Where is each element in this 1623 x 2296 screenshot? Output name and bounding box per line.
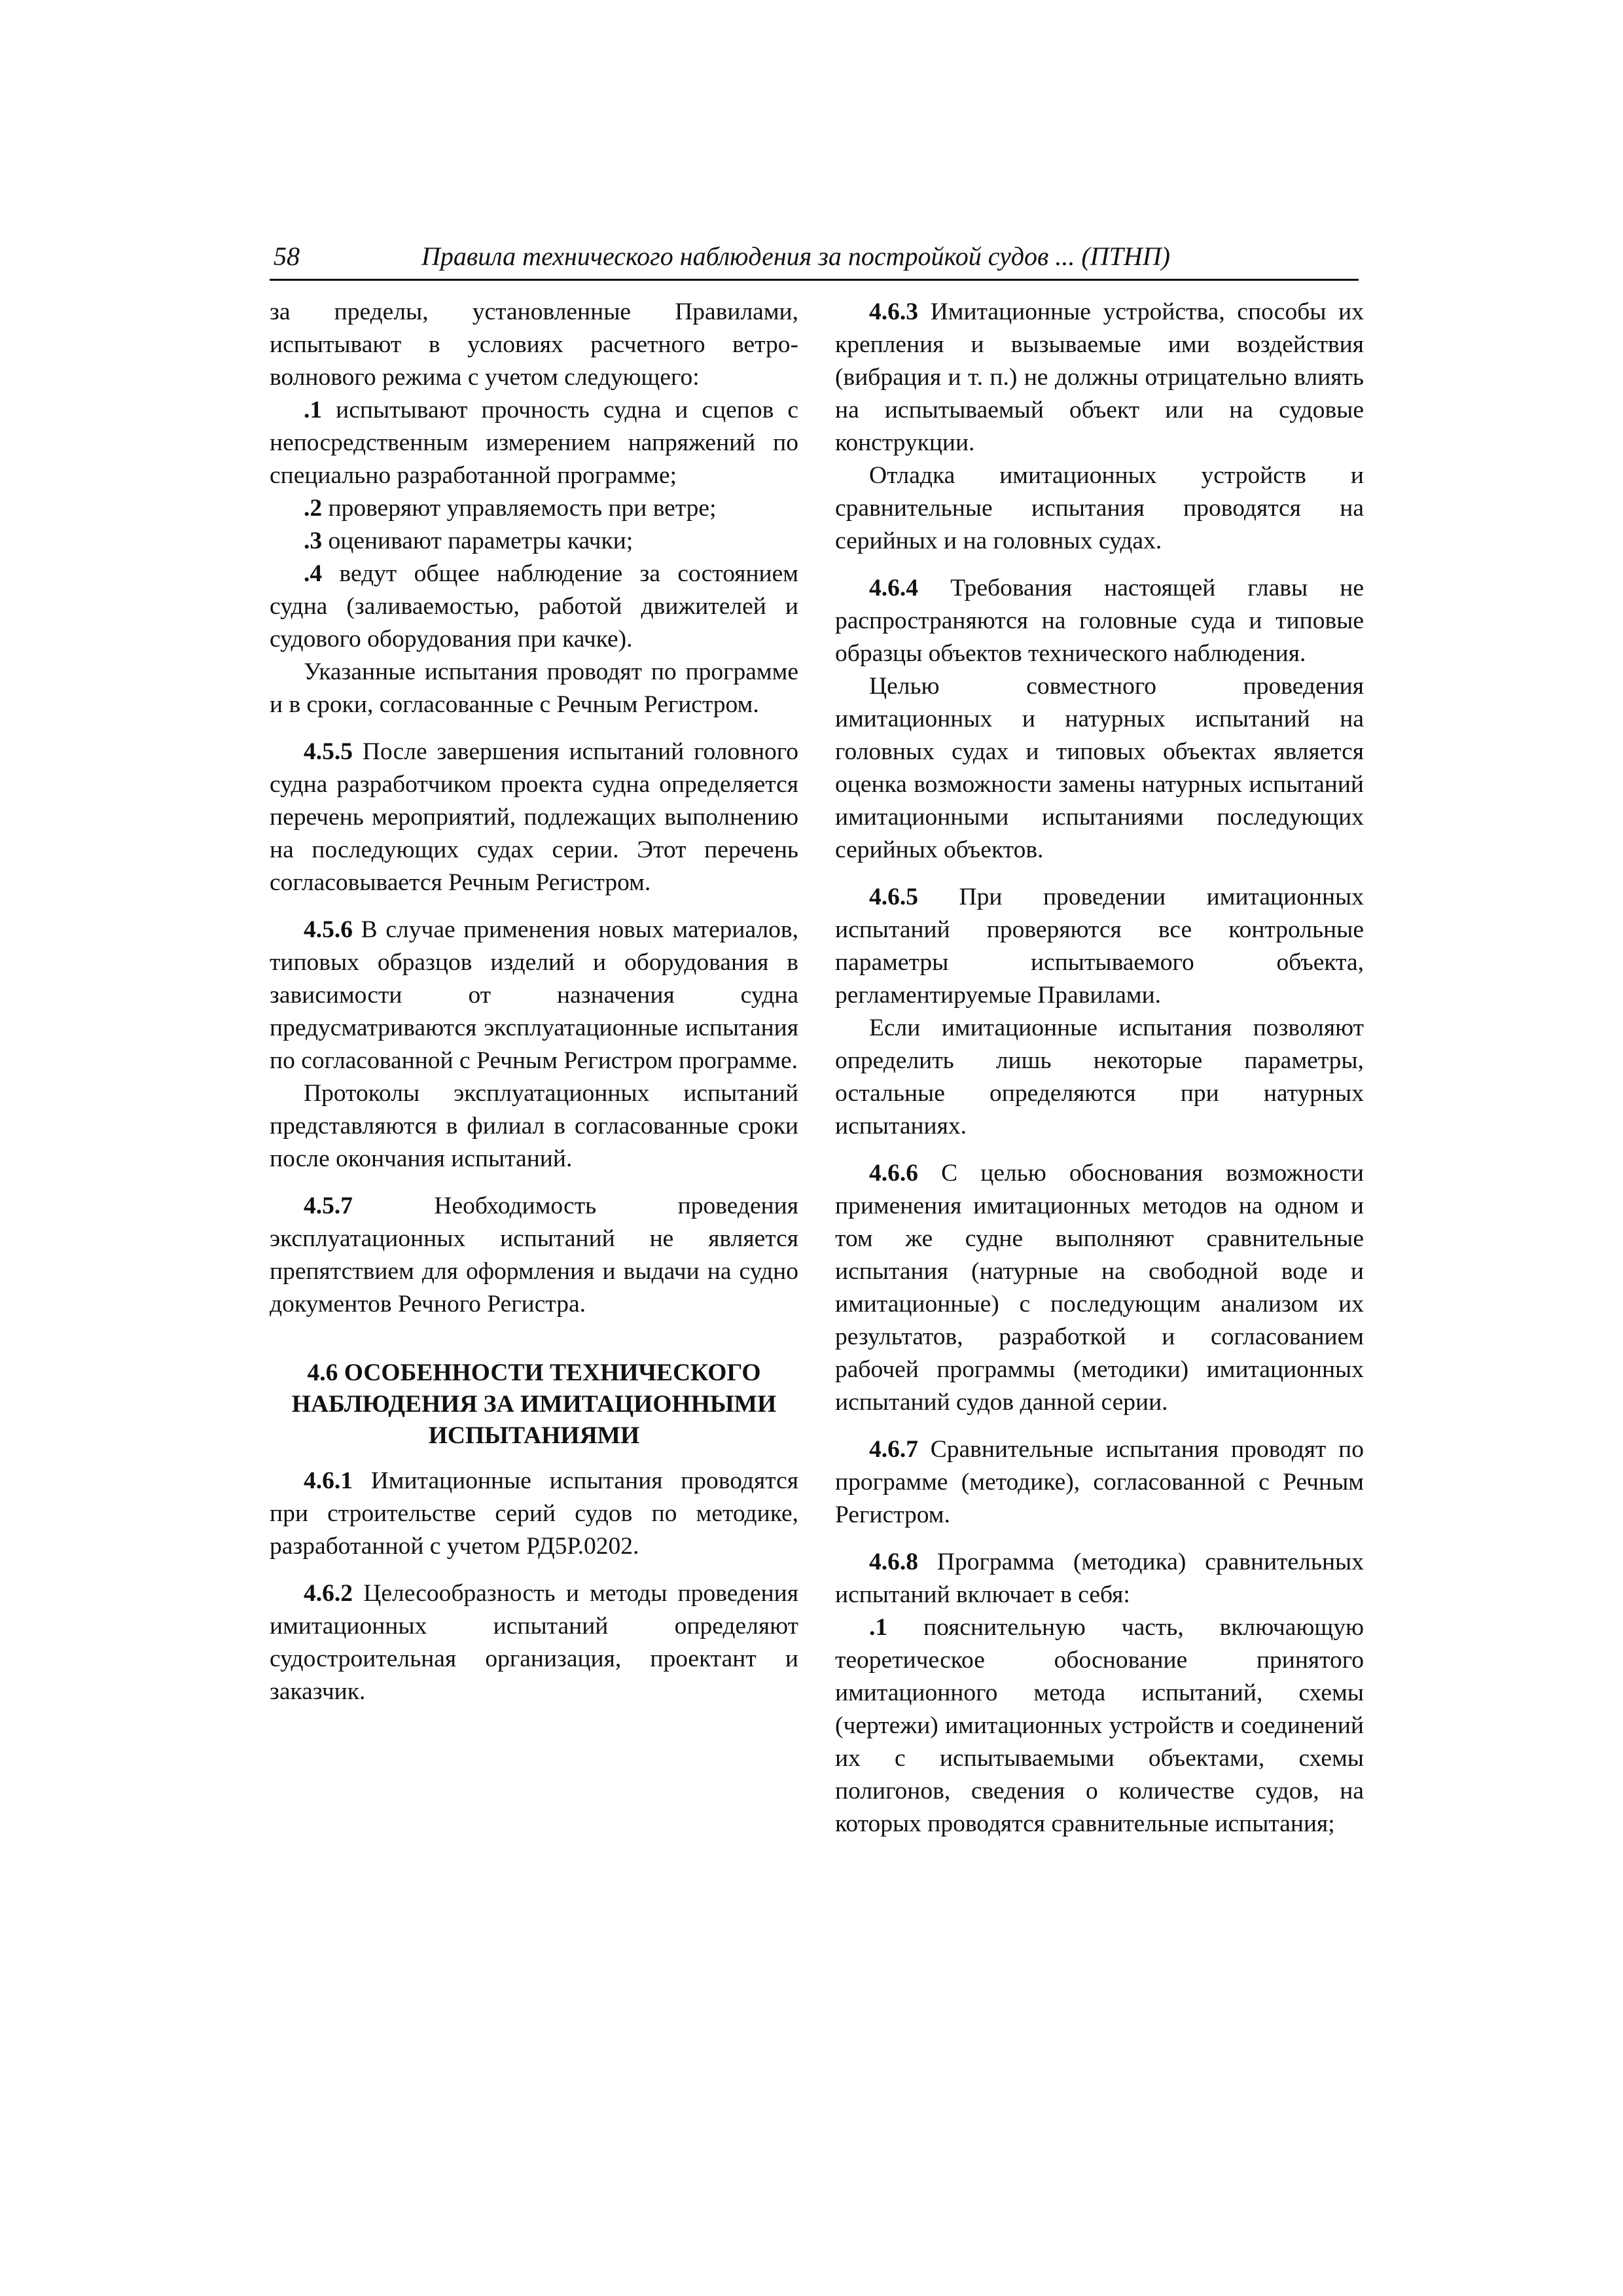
paragraph: Отладка имитационных устройств и сравнительные испытания проводятся на серийных и на головных судах.	[835, 462, 1364, 554]
section-text: При проведении имитационных испытаний проверяются все контрольные параметры испытываемого объекта, регламентируемые Правилами.	[835, 884, 1364, 1009]
item-number: .1	[304, 397, 323, 423]
item-number: .4	[304, 560, 323, 587]
section-4-6-4	[835, 572, 1364, 670]
list-item	[270, 492, 798, 525]
item-number: .2	[304, 495, 323, 522]
section-text: Требования настоящей главы не распространяются на головные суда и типовые образцы объектов технического наблюдения.	[835, 575, 1364, 667]
item-text: пояснительную часть, включающую теоретическое обоснование принятого имитационного метода испытаний, схемы (чертежи) имитационных устройств и соединений их с испытываемыми объектами, схемы полигонов, сведения о количестве судов, на которых проводятся сравнительные испытания;	[835, 1614, 1364, 1837]
section-4-6-6	[835, 1157, 1364, 1419]
section-text: Необходимость проведения эксплуатационных испытаний не является препятствием для оформления и выдачи на судно документов Речного Регистра.	[270, 1193, 798, 1318]
paragraph: за пределы, установленные Правилами, испытывают в условиях расчетного ветро-волнового режима с учетом следующего:	[270, 298, 798, 391]
section-number: 4.6.6	[869, 1160, 918, 1187]
section-text: Программа (методика) сравнительных испытаний включает в себя:	[835, 1549, 1364, 1608]
section-number: 4.6.4	[869, 575, 918, 601]
section-number: 4.6.1	[304, 1467, 353, 1494]
left-column	[270, 296, 798, 1708]
section-number: 4.6.2	[304, 1580, 353, 1607]
section-text: Целесообразность и методы проведения имитационных испытаний определяют судостроительная организация, проектант и заказчик.	[270, 1580, 798, 1705]
list-item	[835, 1611, 1364, 1840]
section-text: С целью обоснования возможности применения имитационных методов на одном и том же судне выполняют сравнительные испытания (натурные на свободной воде и имитационные) с последующим анализом их результатов, разработкой и согласованием рабочей программы (методики) имитационных испытаний судов данной серии.	[835, 1160, 1364, 1416]
running-header	[270, 238, 1359, 281]
section-number: 4.6.7	[869, 1436, 918, 1463]
section-number: 4.6.5	[869, 884, 918, 910]
item-number: .1	[869, 1614, 888, 1641]
section-text: Сравнительные испытания проводят по программе (методике), согласованной с Речным Регистром.	[835, 1436, 1364, 1528]
list-item	[270, 394, 798, 492]
section-4-6-3	[835, 296, 1364, 459]
section-text: В случае применения новых материалов, типовых образцов изделий и оборудования в зависимости от назначения судна предусматриваются эксплуатационные испытания по согласованной с Речным Регистром программе.	[270, 916, 798, 1074]
section-4-6-2	[270, 1577, 798, 1708]
item-text: ведут общее наблюдение за состоянием судна (заливаемостью, работой движителей и судового оборудования при качке).	[270, 560, 798, 653]
section-4-6-5	[835, 881, 1364, 1012]
section-4-6-7	[835, 1433, 1364, 1532]
section-text: Имитационные испытания проводятся при строительстве серий судов по методике, разработанной с учетом РД5Р.0202.	[270, 1467, 798, 1560]
section-number: 4.5.5	[304, 738, 353, 765]
right-column	[835, 296, 1364, 1840]
section-4-5-7	[270, 1190, 798, 1321]
item-number: .3	[304, 528, 323, 554]
page-number: 58	[274, 242, 300, 271]
item-text: испытывают прочность судна и сцепов с непосредственным измерением напряжений по специально разработанной программе;	[270, 397, 798, 489]
section-4-6-1	[270, 1465, 798, 1563]
section-number: 4.6.3	[869, 298, 918, 325]
paragraph: Указанные испытания проводят по программе и в сроки, согласованные с Речным Регистром.	[270, 658, 798, 718]
section-4-5-6	[270, 914, 798, 1077]
list-item	[270, 525, 798, 558]
list-item	[270, 558, 798, 656]
paragraph: Целью совместного проведения имитационных и натурных испытаний на головных судах и типовых объектах является оценка возможности замены натурных испытаний имитационными испытаниями последующих серийных объектов.	[835, 673, 1364, 863]
section-4-5-5	[270, 736, 798, 899]
section-4-6-8	[835, 1546, 1364, 1611]
section-heading: 4.6 ОСОБЕННОСТИ ТЕХНИЧЕСКОГО НАБЛЮДЕНИЯ ЗА ИМИТАЦИОННЫМИ ИСПЫТАНИЯМИ	[291, 1359, 777, 1449]
item-text: проверяют управляемость при ветре;	[322, 495, 717, 522]
paragraph: Протоколы эксплуатационных испытаний представляются в филиал в согласованные сроки после окончания испытаний.	[270, 1080, 798, 1172]
section-text: После завершения испытаний головного судна разработчиком проекта судна определяется перечень мероприятий, подлежащих выполнению на последующих судах серии. Этот перечень согласовывается Речным Регистром.	[270, 738, 798, 896]
section-number: 4.6.8	[869, 1549, 918, 1575]
paragraph: Если имитационные испытания позволяют определить лишь некоторые параметры, остальные определяются при натурных испытаниях.	[835, 1014, 1364, 1139]
running-title: Правила технического наблюдения за постройкой судов ... (ПТНП)	[421, 242, 1170, 271]
section-number: 4.5.6	[304, 916, 353, 943]
section-number: 4.5.7	[304, 1193, 353, 1219]
section-text: Имитационные устройства, способы их крепления и вызываемые ими воздействия (вибрация и т. п.) не должны отрицательно влиять на испытываемый объект или на судовые конструкции.	[835, 298, 1364, 456]
item-text: оценивают параметры качки;	[322, 528, 633, 554]
